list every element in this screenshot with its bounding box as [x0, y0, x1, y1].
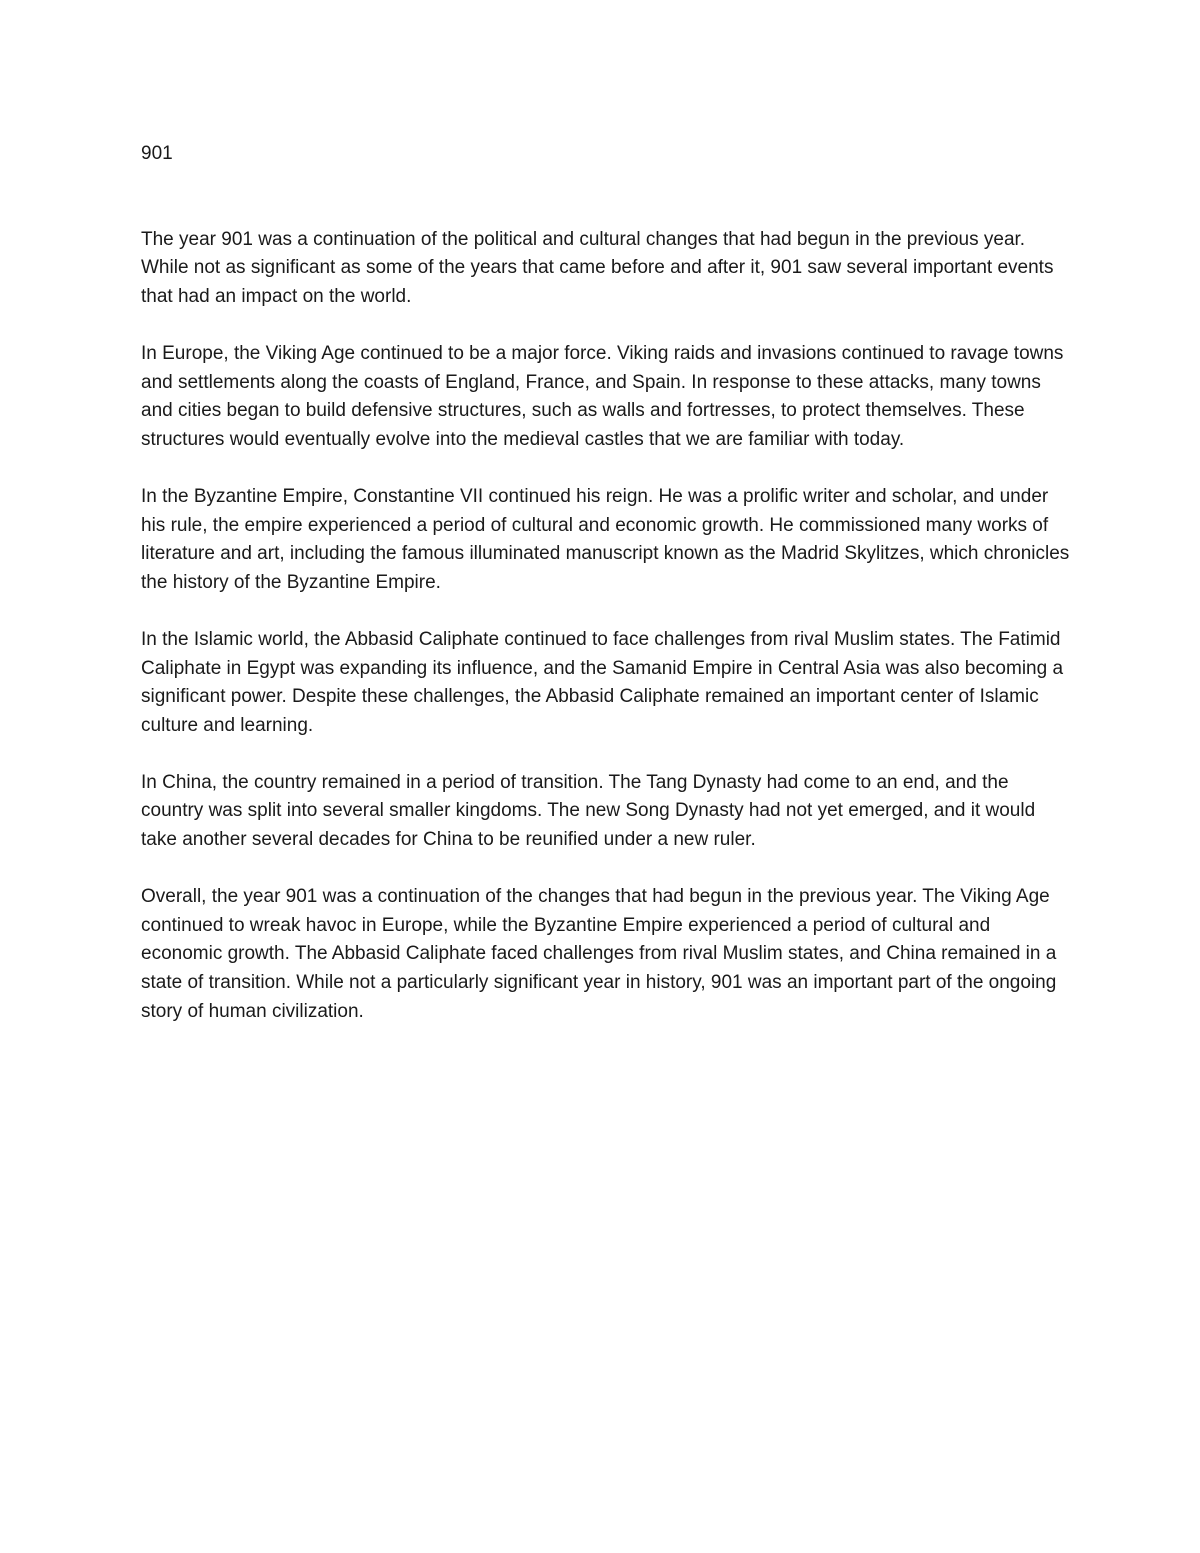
paragraph-islamic-world: In the Islamic world, the Abbasid Caliphate continued to face challenges from rival Muslim states. The Fatimid Caliphate in Egypt was expanding its influence, and the Samanid Empire in Central Asia was also becoming a significant power. Despite these challenges, the Abbasid Caliphate remained an important center of Islamic culture and learning.	[141, 628, 1064, 736]
paragraph-overall: Overall, the year 901 was a continuation of the changes that had begun in the previous year. The Viking Age continued to wreak havoc in Europe, while the Byzantine Empire experienced a period of cultural and economic growth. The Abbasid Caliphate faced challenges from rival Muslim states, and China remained in a state of transition. While not a particularly significant year in history, 901 was an important part of the ongoing story of human civilization.	[141, 886, 1057, 1022]
paragraph-europe: In Europe, the Viking Age continued to be a major force. Viking raids and invasions continued to ravage towns and settlements along the coasts of England, France, and Spain. In response to these attacks, many towns and cities began to build defensive structures, such as walls and fortresses, to protect themselves. These structures would eventually evolve into the medieval castles that we are familiar with today.	[141, 342, 1064, 450]
paragraph-byzantine: In the Byzantine Empire, Constantine VII continued his reign. He was a prolific writer and scholar, and under his rule, the empire experienced a period of cultural and economic growth. He commissioned many works of literature and art, including the famous illuminated manuscript known as the Madrid Skylitzes, which chronicles the history of the Byzantine Empire.	[141, 485, 1070, 593]
paragraph-china: In China, the country remained in a period of transition. The Tang Dynasty had come to an end, and the country was split into several smaller kingdoms. The new Song Dynasty had not yet emerged, and it would take another several decades for China to be reunified under a new ruler.	[141, 771, 1036, 851]
document-title: 901	[141, 143, 173, 164]
document-body	[141, 140, 1071, 1055]
paragraph-intro: The year 901 was a continuation of the political and cultural changes that had begun in the previous year. While not as significant as some of the years that came before and after it, 901 saw several important events that had an impact on the world.	[141, 228, 1054, 307]
